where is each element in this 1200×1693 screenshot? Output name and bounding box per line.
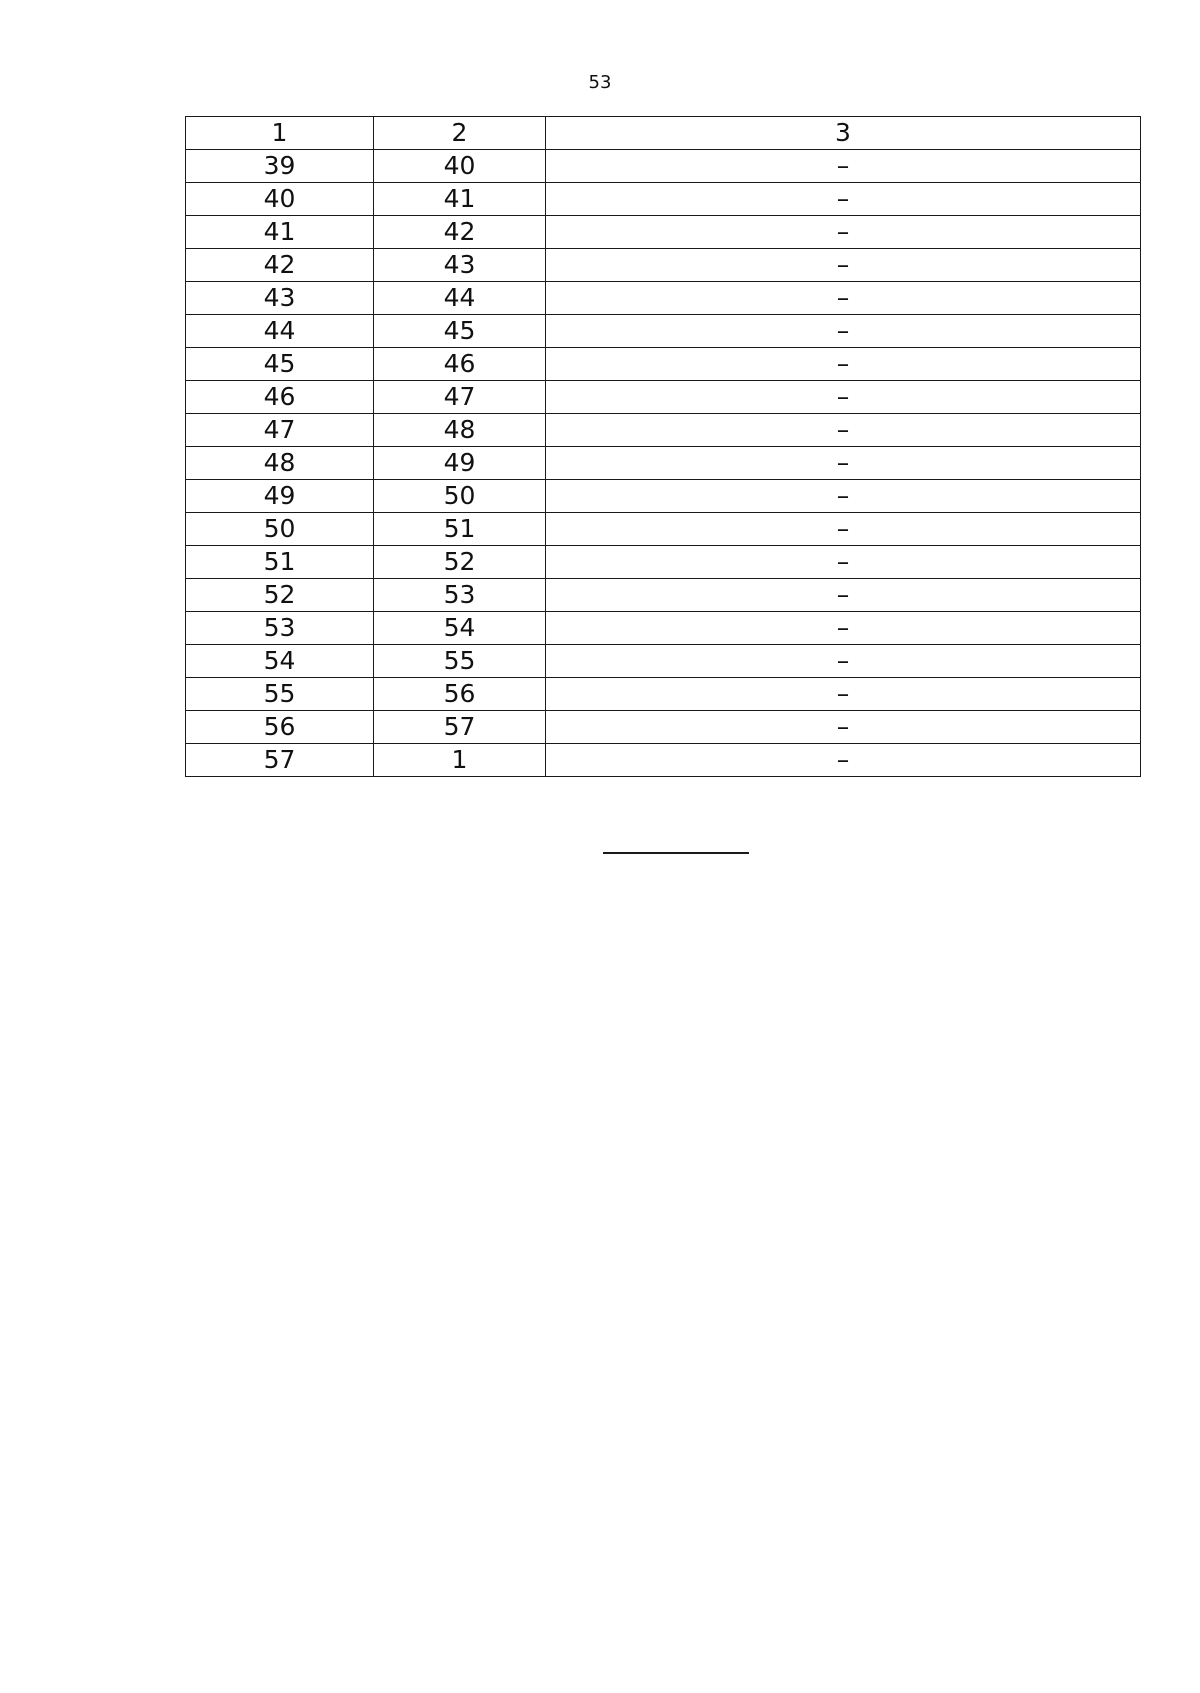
table-row: [186, 711, 1141, 744]
table-cell: 45: [374, 315, 546, 348]
table-cell: 44: [186, 315, 374, 348]
table-row: [186, 249, 1141, 282]
table-cell: –: [546, 579, 1141, 612]
table-cell: 53: [374, 579, 546, 612]
table-cell: 47: [186, 414, 374, 447]
table-header-row: [186, 117, 1141, 150]
table-cell: 55: [374, 645, 546, 678]
table-cell: –: [546, 513, 1141, 546]
table-row: [186, 546, 1141, 579]
table-cell: 52: [186, 579, 374, 612]
table-row: [186, 315, 1141, 348]
table-cell: 47: [374, 381, 546, 414]
table-header-cell: 2: [374, 117, 546, 150]
table-row: [186, 414, 1141, 447]
data-table: [185, 116, 1141, 777]
table-cell: –: [546, 480, 1141, 513]
page-number: 53: [588, 72, 612, 93]
table-cell: 43: [186, 282, 374, 315]
table-cell: 54: [186, 645, 374, 678]
table-cell: –: [546, 315, 1141, 348]
table-row: [186, 645, 1141, 678]
table-cell: 56: [186, 711, 374, 744]
table-cell: 43: [374, 249, 546, 282]
table-cell: 1: [374, 744, 546, 777]
table-cell: –: [546, 546, 1141, 579]
table-row: [186, 513, 1141, 546]
table-cell: 40: [374, 150, 546, 183]
table-cell: –: [546, 150, 1141, 183]
table-cell: –: [546, 183, 1141, 216]
table-cell: –: [546, 744, 1141, 777]
table-cell: –: [546, 216, 1141, 249]
table-cell: 45: [186, 348, 374, 381]
table-cell: 44: [374, 282, 546, 315]
table-cell: –: [546, 645, 1141, 678]
table-cell: 40: [186, 183, 374, 216]
table-cell: 53: [186, 612, 374, 645]
table-cell: –: [546, 612, 1141, 645]
table-body: [186, 117, 1141, 777]
table-cell: 46: [186, 381, 374, 414]
table-header-cell: 3: [546, 117, 1141, 150]
table-row: [186, 678, 1141, 711]
table-row: [186, 282, 1141, 315]
table-cell: 55: [186, 678, 374, 711]
end-divider: [603, 852, 749, 854]
table-cell: 51: [186, 546, 374, 579]
table-cell: –: [546, 447, 1141, 480]
table-row: [186, 348, 1141, 381]
table-cell: 56: [374, 678, 546, 711]
table-cell: –: [546, 414, 1141, 447]
table-cell: 42: [186, 249, 374, 282]
table-row: [186, 480, 1141, 513]
table-cell: –: [546, 282, 1141, 315]
table-cell: –: [546, 381, 1141, 414]
table-cell: 41: [374, 183, 546, 216]
table-cell: 46: [374, 348, 546, 381]
table-cell: 49: [374, 447, 546, 480]
table-header-cell: 1: [186, 117, 374, 150]
table-cell: 49: [186, 480, 374, 513]
table-cell: 51: [374, 513, 546, 546]
table-cell: 41: [186, 216, 374, 249]
table-cell: –: [546, 711, 1141, 744]
table-cell: 50: [374, 480, 546, 513]
table-cell: 39: [186, 150, 374, 183]
table-cell: 54: [374, 612, 546, 645]
table-row: [186, 612, 1141, 645]
table-row: [186, 447, 1141, 480]
table-cell: –: [546, 348, 1141, 381]
table-cell: 48: [186, 447, 374, 480]
table-cell: –: [546, 678, 1141, 711]
table-cell: 42: [374, 216, 546, 249]
table-cell: 50: [186, 513, 374, 546]
table-cell: 52: [374, 546, 546, 579]
table-cell: 57: [186, 744, 374, 777]
table-row: [186, 579, 1141, 612]
table-row: [186, 150, 1141, 183]
table-row: [186, 744, 1141, 777]
table-cell: –: [546, 249, 1141, 282]
table-row: [186, 381, 1141, 414]
table-row: [186, 183, 1141, 216]
table-cell: 57: [374, 711, 546, 744]
table-row: [186, 216, 1141, 249]
table-cell: 48: [374, 414, 546, 447]
